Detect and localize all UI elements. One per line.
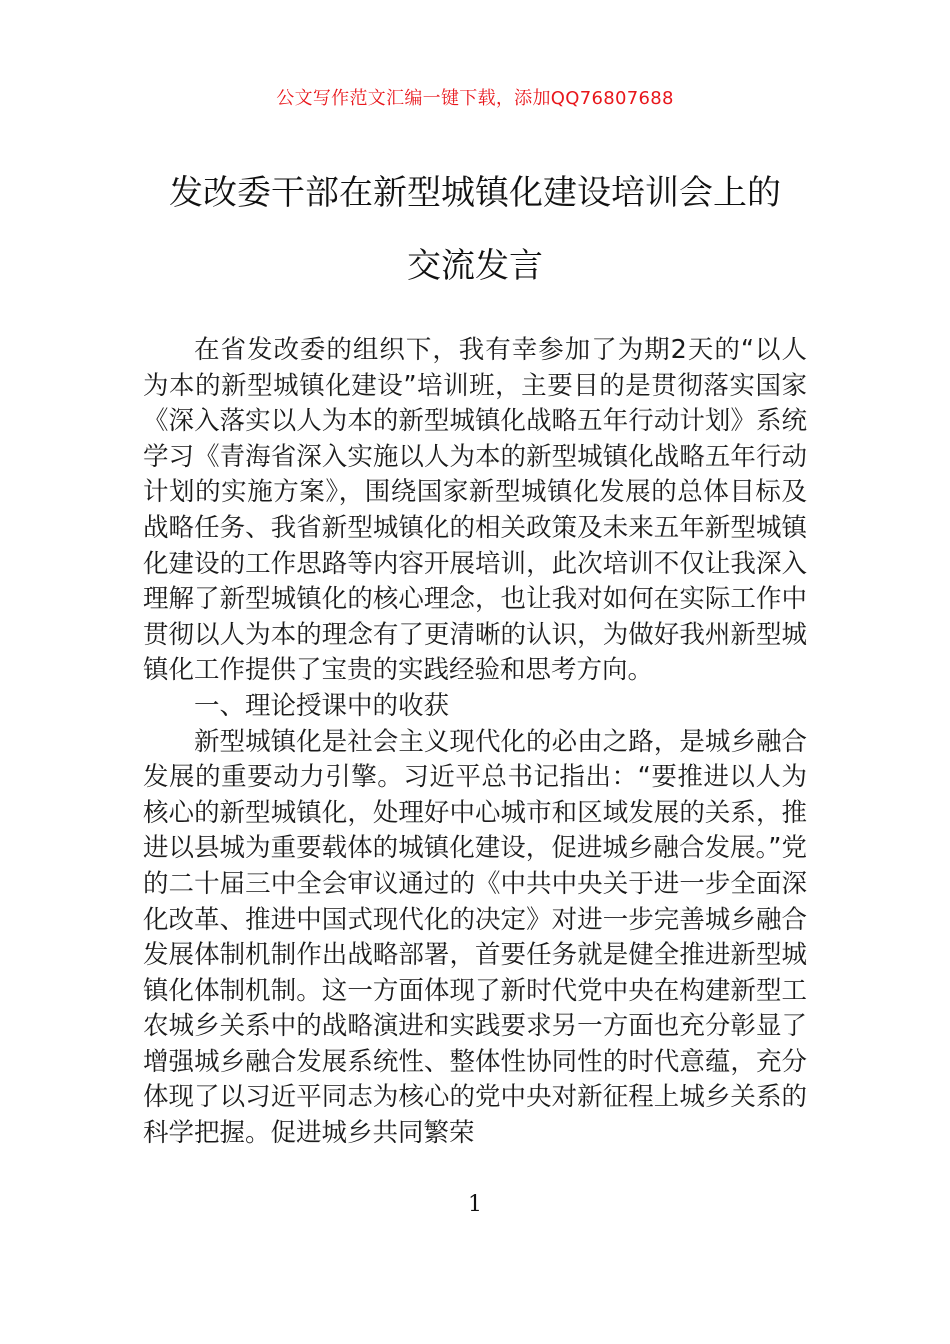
- download-banner: 公文写作范文汇编一键下载，添加QQ76807688: [276, 88, 674, 109]
- document-title-line-1: 发改委干部在新型城镇化建设培训会上的: [169, 173, 781, 213]
- section-1-paragraph: 新型城镇化是社会主义现代化的必由之路，是城乡融合发展的重要动力引擎。习近平总书记指出：“要推进以人为核心的新型城镇化，处理好中心城市和区域发展的关系，推进以县城为重要载体的城镇化建设，促进城乡融合发展。”党的二十届三中全会审议通过的《中共中央关于进一步全面深化改革、推进中国式现代化的决定》对进一步完善城乡融合发展体制机制作出战略部署，首要任务就是健全推进新型城镇化体制机制。这一方面体现了新时代党中央在构建新型工农城乡关系中的战略演进和实践要求另一方面也充分彰显了增强城乡融合发展系统性、整体性协同性的时代意蕴，充分体现了以习近平同志为核心的党中央对新征程上城乡关系的科学把握。促进城乡共同繁荣: [143, 726, 807, 1149]
- intro-paragraph: 在省发改委的组织下，我有幸参加了为期2天的“以人为本的新型城镇化建设”培训班，主要目的是贯彻落实国家《深入落实以人为本的新型城镇化战略五年行动计划》系统学习《青海省深入实施以人为本的新型城镇化战略五年行动计划的实施方案》，围绕国家新型城镇化发展的总体目标及战略任务、我省新型城镇化的相关政策及未来五年新型城镇化建设的工作思路等内容开展培训，此次培训不仅让我深入理解了新型城镇化的核心理念，也让我对如何在实际工作中贯彻以人为本的理念有了更清晰的认识，为做好我州新型城镇化工作提供了宝贵的实践经验和思考方向。: [143, 335, 807, 686]
- document-title-line-2: 交流发言: [407, 246, 543, 286]
- document-body: [143, 333, 807, 1152]
- page-number: 1: [468, 1192, 482, 1217]
- section-heading-1: 一、理论授课中的收获: [194, 690, 450, 721]
